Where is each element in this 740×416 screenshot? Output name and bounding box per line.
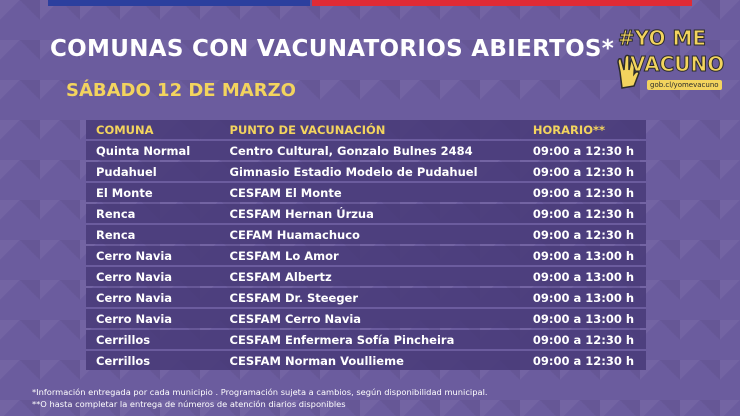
table-row	[86, 309, 646, 328]
cell-horario: 09:00 a 12:30 h	[513, 225, 646, 244]
yo-me-vacuno-logo	[616, 26, 724, 98]
cell-comuna: Quinta Normal	[86, 141, 216, 160]
flag-red-bar	[312, 0, 692, 6]
cell-comuna: Cerro Navia	[86, 309, 216, 328]
table-header-row	[86, 120, 646, 139]
cell-punto: Centro Cultural, Gonzalo Bulnes 2484	[216, 141, 513, 160]
cell-comuna: Cerrillos	[86, 330, 216, 349]
footnotes	[32, 386, 488, 410]
cell-horario: 09:00 a 12:30 h	[513, 330, 646, 349]
cell-punto: CESFAM Enfermera Sofía Pincheira	[216, 330, 513, 349]
vaccination-table	[86, 118, 646, 372]
cell-horario: 09:00 a 12:30 h	[513, 162, 646, 181]
page-title: COMUNAS CON VACUNATORIOS ABIERTOS*	[50, 36, 615, 62]
cell-punto: CESFAM Dr. Steeger	[216, 288, 513, 307]
date-subtitle: SÁBADO 12 DE MARZO	[66, 80, 296, 101]
cell-comuna: Cerrillos	[86, 351, 216, 370]
header-horario: HORARIO**	[513, 120, 646, 139]
cell-comuna: Renca	[86, 225, 216, 244]
table-row	[86, 225, 646, 244]
cell-horario: 09:00 a 12:30 h	[513, 183, 646, 202]
cell-horario: 09:00 a 13:00 h	[513, 309, 646, 328]
table-row	[86, 141, 646, 160]
cell-horario: 09:00 a 13:00 h	[513, 246, 646, 265]
table-row	[86, 267, 646, 286]
cell-punto: CEFAM Huamachuco	[216, 225, 513, 244]
flag-blue-bar	[48, 0, 310, 6]
cell-comuna: Pudahuel	[86, 162, 216, 181]
footnote-1: *Información entregada por cada municipio . Programación sujeta a cambios, según disponibilidad municipal.	[32, 387, 488, 397]
table-row	[86, 351, 646, 370]
cell-comuna: Cerro Navia	[86, 288, 216, 307]
cell-punto: Gimnasio Estadio Modelo de Pudahuel	[216, 162, 513, 181]
cell-horario: 09:00 a 12:30 h	[513, 141, 646, 160]
flag-stripe	[0, 0, 740, 6]
cell-horario: 09:00 a 12:30 h	[513, 351, 646, 370]
cell-comuna: Cerro Navia	[86, 267, 216, 286]
table-row	[86, 246, 646, 265]
cell-punto: CESFAM Hernan Úrzua	[216, 204, 513, 223]
logo-url: gob.cl/yomevacuno	[647, 80, 722, 90]
cell-comuna: Cerro Navia	[86, 246, 216, 265]
header-comuna: COMUNA	[86, 120, 216, 139]
logo-line2: VACUNO	[630, 52, 725, 76]
table-body	[86, 141, 646, 370]
cell-comuna: El Monte	[86, 183, 216, 202]
header-punto: PUNTO DE VACUNACIÓN	[216, 120, 513, 139]
logo-line1: #YO ME	[618, 26, 707, 50]
cell-horario: 09:00 a 13:00 h	[513, 288, 646, 307]
cell-punto: CESFAM Cerro Navia	[216, 309, 513, 328]
table-row	[86, 330, 646, 349]
table-row	[86, 162, 646, 181]
cell-horario: 09:00 a 12:30 h	[513, 204, 646, 223]
footnote-2: **O hasta completar la entrega de números de atención diarios disponibles	[32, 399, 346, 409]
cell-comuna: Renca	[86, 204, 216, 223]
cell-punto: CESFAM El Monte	[216, 183, 513, 202]
table-row	[86, 204, 646, 223]
cell-punto: CESFAM Norman Voullieme	[216, 351, 513, 370]
table-row	[86, 288, 646, 307]
cell-punto: CESFAM Lo Amor	[216, 246, 513, 265]
cell-horario: 09:00 a 13:00 h	[513, 267, 646, 286]
cell-punto: CESFAM Albertz	[216, 267, 513, 286]
table-row	[86, 183, 646, 202]
